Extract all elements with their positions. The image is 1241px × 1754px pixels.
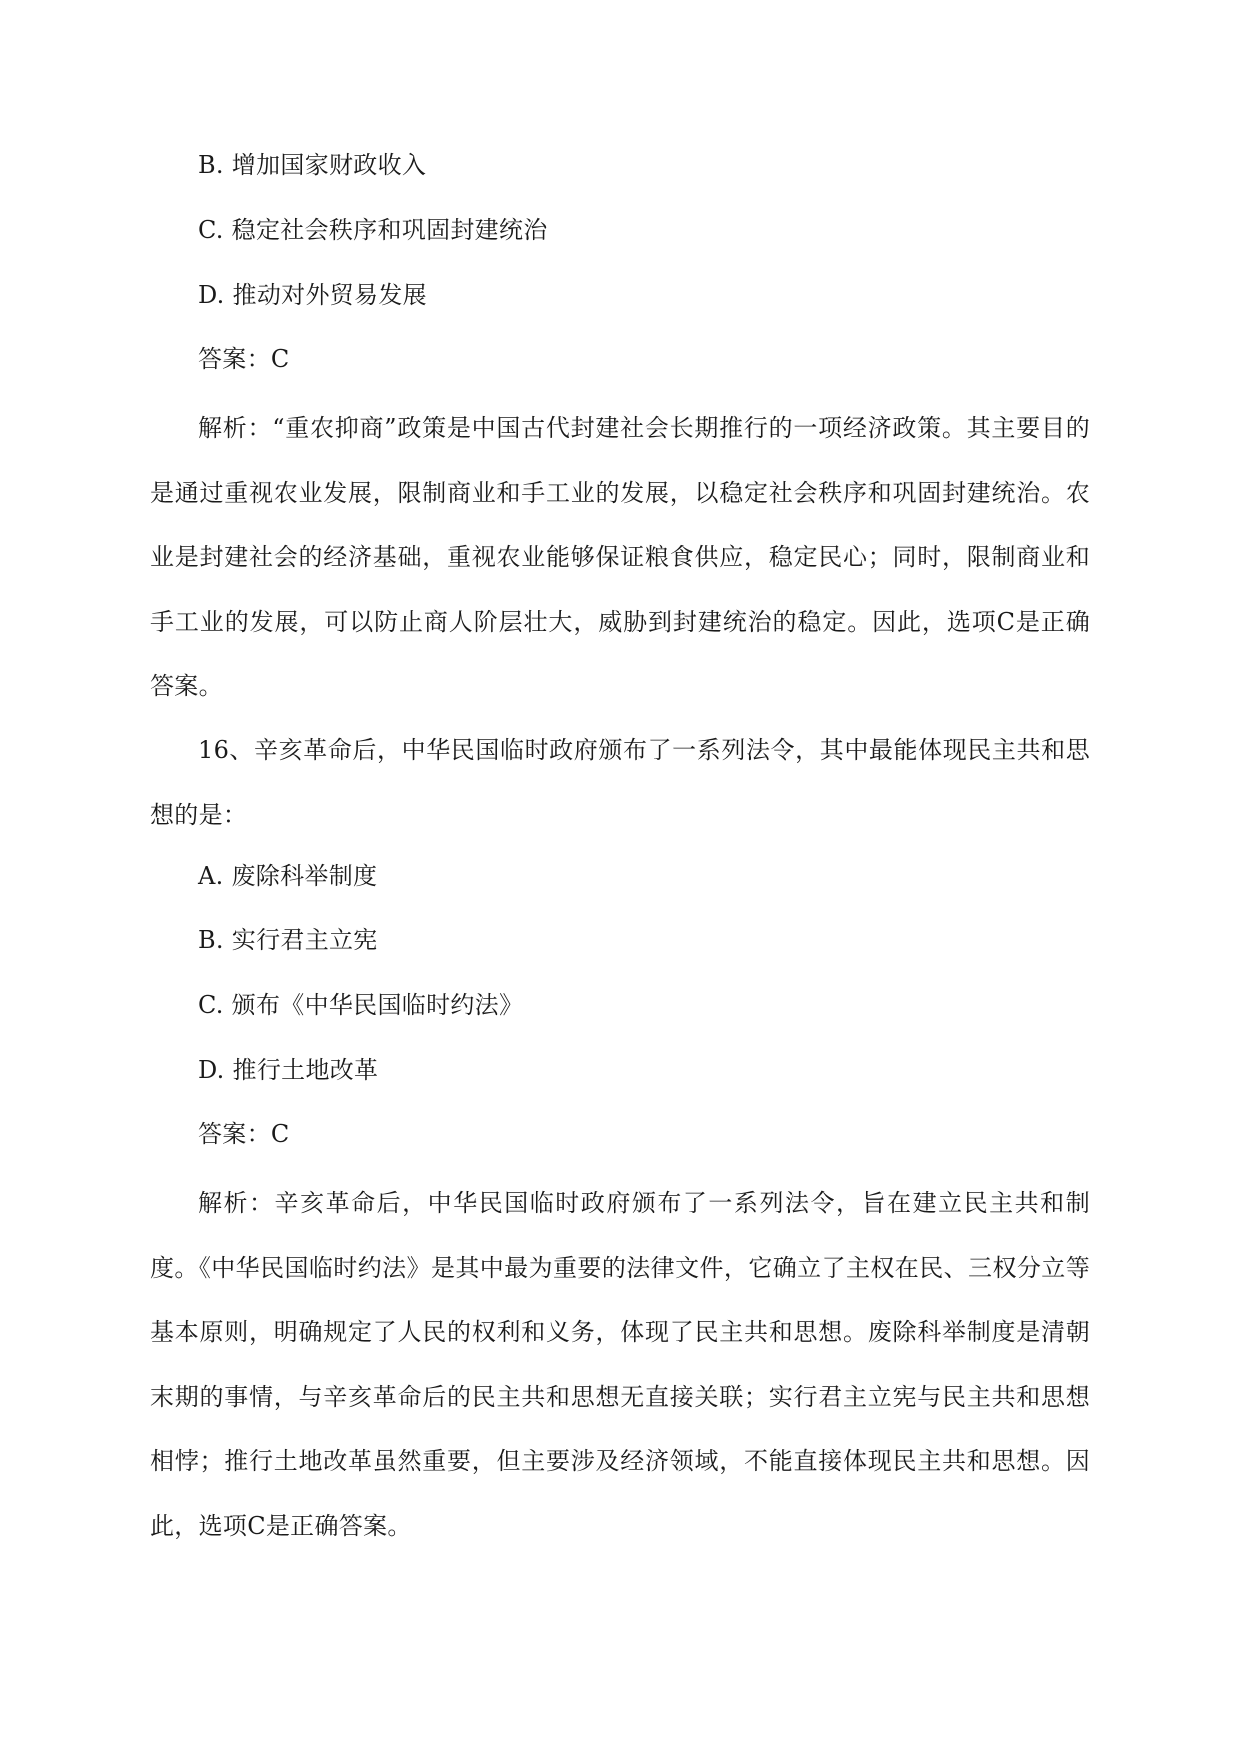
q15-analysis: 解析：“重农抑商”政策是中国古代封建社会长期推行的一项经济政策。其主要目的是通过重视农业发展，限制商业和手工业的发展，以稳定社会秩序和巩固封建统治。农业是封建社会的经济基础，重视农业能够保证粮食供应，稳定民心；同时，限制商业和手工业的发展，可以防止商人阶层壮大，威胁到封建统治的稳定。因此，选项C是正确答案。 xyxy=(150,414,1090,700)
q16-option-b: B. 实行君主立宪 xyxy=(198,926,378,954)
q15-option-d: D. 推动对外贸易发展 xyxy=(198,281,427,309)
q15-option-c: C. 稳定社会秩序和巩固封建统治 xyxy=(198,216,548,244)
q16-option-d: D. 推行土地改革 xyxy=(198,1056,379,1084)
q16-answer: 答案：C xyxy=(198,1120,290,1148)
q16-option-a: A. 废除科举制度 xyxy=(198,862,378,890)
q15-answer: 答案：C xyxy=(198,345,290,373)
q15-option-b: B. 增加国家财政收入 xyxy=(198,151,427,179)
q16-analysis: 解析：辛亥革命后，中华民国临时政府颁布了一系列法令，旨在建立民主共和制度。《中华民国临时约法》是其中最为重要的法律文件，它确立了主权在民、三权分立等基本原则，明确规定了人民的权利和义务，体现了民主共和思想。废除科举制度是清朝末期的事情，与辛亥革命后的民主共和思想无直接关联；实行君主立宪与民主共和思想相悖；推行土地改革虽然重要，但主要涉及经济领域，不能直接体现民主共和思想。因此，选项C是正确答案。 xyxy=(150,1189,1090,1540)
q16-question: 16、辛亥革命后，中华民国临时政府颁布了一系列法令，其中最能体现民主共和思想的是： xyxy=(150,736,1090,829)
q16-option-c: C. 颁布《中华民国临时约法》 xyxy=(198,991,524,1019)
